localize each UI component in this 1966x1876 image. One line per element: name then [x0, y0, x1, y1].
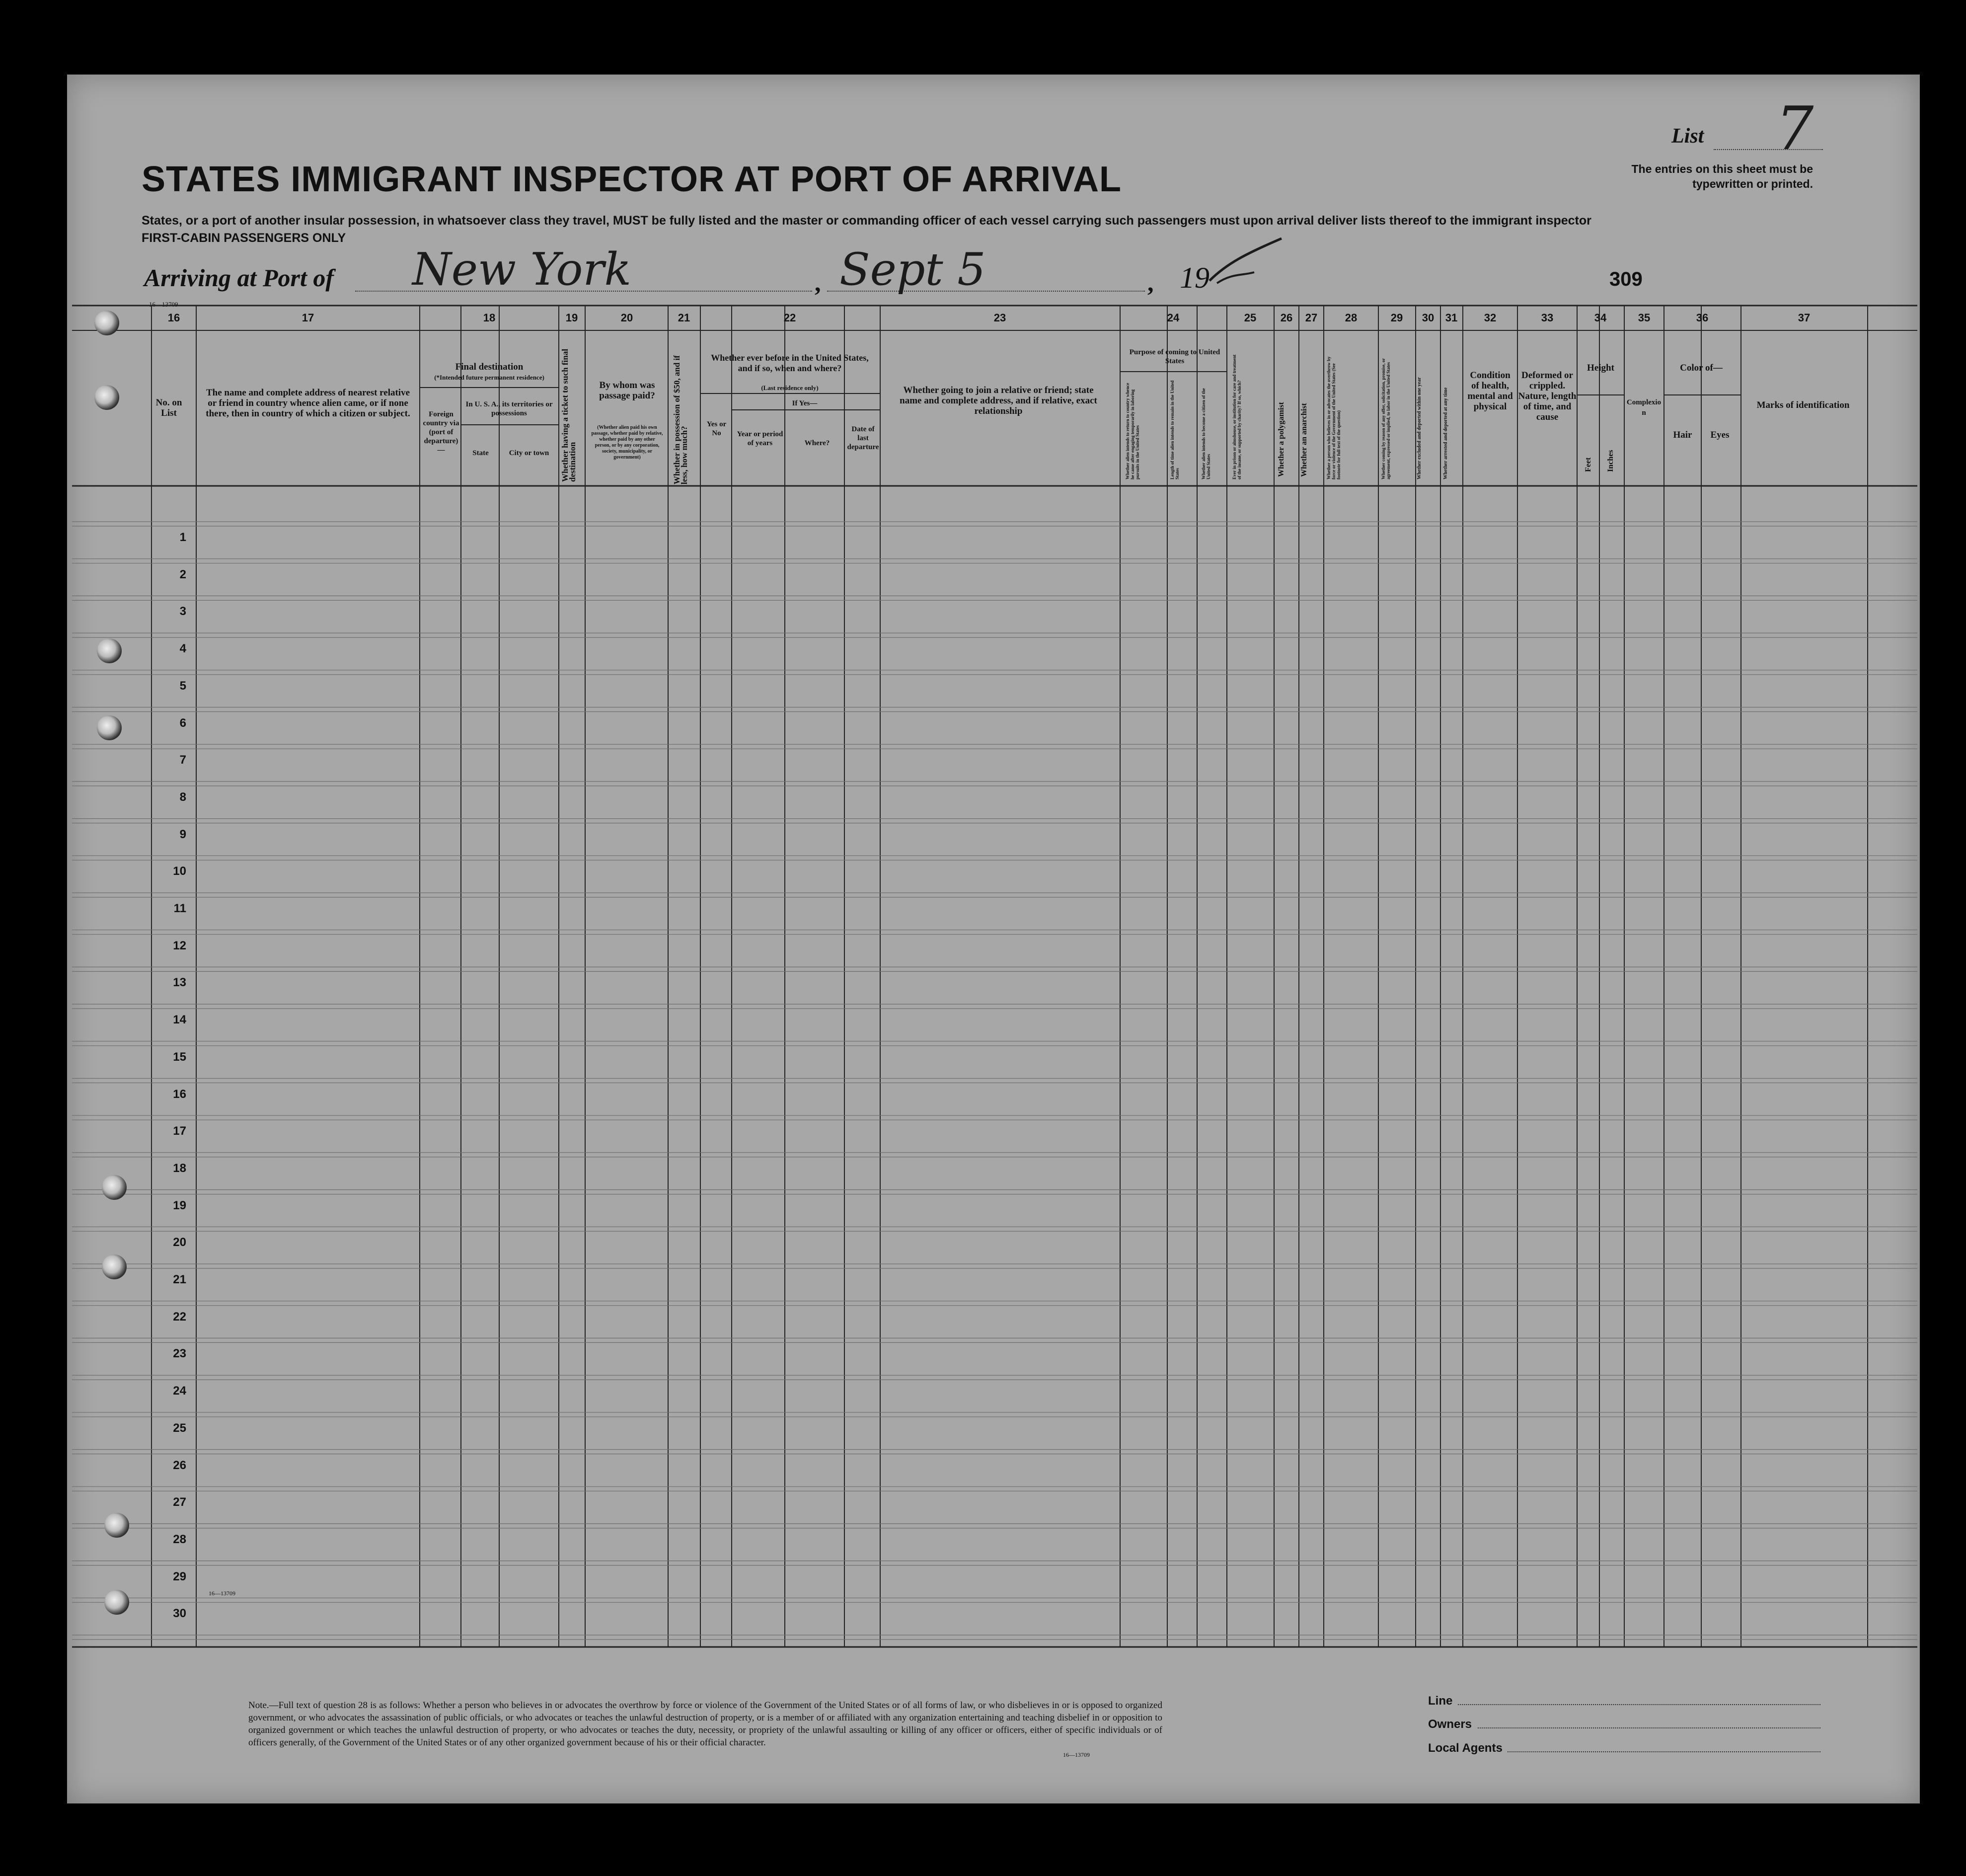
row-number: 22: [173, 1310, 186, 1324]
header-labor-offer: Whether coming by reason of any offer, solicitation, promise, or agreement, expressed or implied, to labor in the United States: [1381, 358, 1391, 479]
line-label: Line: [1428, 1694, 1453, 1708]
column-number: 26: [1280, 312, 1293, 324]
form-subtitle: States, or a port of another insular possession, in whatsoever class they travel, MUST be fully listed and the master or commanding officer of each vessel carrying such passengers must upon arrival deliver lists thereof to the immigrant inspector: [142, 214, 1591, 228]
row-number: 1: [179, 531, 186, 544]
row-number: 25: [173, 1421, 186, 1435]
header-height: Height: [1587, 363, 1614, 373]
row-number: 16: [173, 1087, 186, 1101]
column-number: 18: [483, 312, 496, 324]
row-number: 26: [173, 1458, 186, 1472]
row-number: 7: [179, 753, 186, 767]
header-complexion: Complexion: [1626, 398, 1662, 417]
header-join-relative: Whether going to join a relative or friend; state name and complete address, and if relative, exact relationship: [900, 385, 1097, 416]
row-number: 18: [173, 1161, 186, 1175]
header-purpose-c: Whether alien intends to become a citizen of the United States: [1201, 388, 1211, 479]
header-final-destination: Final destination: [455, 362, 524, 372]
first-cabin-note: FIRST-CABIN PASSENGERS ONLY: [142, 231, 346, 245]
row-number: 17: [173, 1124, 186, 1138]
column-number: 21: [678, 312, 690, 324]
row-number: 20: [173, 1236, 186, 1250]
column-number: 27: [1305, 312, 1318, 324]
row-number: 3: [179, 605, 186, 619]
owners-label: Owners: [1428, 1718, 1472, 1731]
binder-hole: [97, 638, 122, 663]
arriving-label: Arriving at Port of: [144, 264, 334, 292]
binder-hole: [104, 1513, 129, 1538]
column-number: 32: [1484, 312, 1497, 324]
header-arrested: Whether arrested and deported at any time: [1443, 387, 1448, 479]
header-in-usa: In U. S. A., its territories or possessions: [465, 400, 553, 417]
header-feet: Feet: [1584, 457, 1592, 472]
agents-label: Local Agents: [1428, 1741, 1503, 1755]
column-number: 36: [1696, 312, 1709, 324]
header-polygamist: Whether a polygamist: [1277, 402, 1285, 477]
column-number: 34: [1594, 312, 1607, 324]
column-number: 19: [565, 312, 578, 324]
header-overthrow: Whether a person who believes in or advocates the overthrow by force or violence of the Government of the United States (See footnote for full text of the question): [1326, 356, 1341, 479]
header-fifty-dollars: Whether in possession of $50, and if less, how much?: [672, 355, 689, 484]
header-last-residence: (Last residence only): [761, 384, 819, 391]
header-final-destination-note: (*Intended future permanent residence): [434, 374, 544, 381]
row-number: 8: [179, 790, 186, 804]
header-purpose-b: Length of time alien intends to remain in the United States: [1170, 380, 1180, 479]
row-number: 2: [179, 567, 186, 581]
row-number: 9: [179, 827, 186, 841]
comma-2: ,: [1147, 269, 1154, 297]
column-number: 23: [993, 312, 1006, 324]
date-value: Sept 5: [839, 243, 986, 296]
column-number: 31: [1445, 312, 1458, 324]
row-number: 23: [173, 1347, 186, 1361]
binder-hole: [104, 1590, 129, 1615]
header-if-yes: If Yes—: [792, 399, 818, 407]
header-hair: Hair: [1673, 430, 1692, 440]
line-blank: [1458, 1704, 1820, 1705]
row-number: 5: [179, 679, 186, 693]
column-number: 28: [1345, 312, 1358, 324]
row-number: 11: [173, 902, 186, 915]
year-prefix: 19: [1180, 261, 1210, 294]
row-number: 10: [173, 864, 186, 878]
column-number: 35: [1638, 312, 1651, 324]
binder-hole: [102, 1254, 127, 1279]
header-yes-no: Yes or No: [706, 420, 727, 437]
row-number: 27: [173, 1495, 186, 1509]
row-number: 6: [179, 716, 186, 730]
column-number: 25: [1244, 312, 1257, 324]
header-city: City or town: [509, 449, 549, 457]
column-number: 33: [1541, 312, 1554, 324]
header-state: State: [472, 449, 489, 457]
binder-hole: [94, 311, 119, 335]
binder-hole: [94, 385, 119, 410]
row-number: 21: [173, 1273, 186, 1286]
header-excluded: Whether excluded and deported within one year: [1417, 377, 1422, 479]
port-value: New York: [412, 243, 631, 296]
header-marks: Marks of identification: [1756, 400, 1850, 410]
header-nearest-relative: The name and complete address of nearest relative or friend in country whence alien came, or if none there, then in country of which a citizen or subject.: [206, 388, 410, 419]
row-number: 4: [179, 642, 186, 656]
header-eyes: Eyes: [1710, 430, 1730, 440]
row-number: 19: [173, 1198, 186, 1212]
header-date-departure: Date of last departure: [847, 425, 879, 451]
header-where: Where?: [804, 439, 830, 447]
owners-blank: [1478, 1727, 1820, 1728]
typewritten-instructions: The entries on this sheet must be typewritten or printed.: [1631, 162, 1813, 190]
header-inches: Inches: [1606, 450, 1615, 472]
row-number: 24: [173, 1384, 186, 1398]
header-purpose: Purpose of coming to United States: [1129, 348, 1220, 365]
list-number: 7: [1776, 94, 1814, 163]
column-number: 29: [1390, 312, 1403, 324]
header-color-of: Color of—: [1680, 363, 1723, 373]
question-28-note: Note.—Full text of question 28 is as follows: Whether a person who believes in or advocates the overthrow by force or violence of the Government of the United States or of all forms of law, or who disbelieves in or is opposed to organized government, or who advocates the assassination of public officials, or who advocates or teaches the unlawful destruction of property, or is a member of or affiliated with any organization entertaining and teaching disbelief in or opposition to organized government or which teaches the unlawful destruction of property, or who advocates or teaches the duty, necessity, or propriety of the unlawful assaulting or killing of any officer or officers, either of specific individuals or of officers generally, of the Government of the United States or of any other organized government because of his or their official character.: [248, 1700, 1162, 1748]
column-number: 37: [1798, 312, 1811, 324]
sheet-number: 309: [1609, 268, 1643, 290]
header-health: Condition of health, mental and physical: [1467, 370, 1513, 412]
form-code-top: 16—13709: [149, 301, 178, 308]
header-prison: Ever in prison or almshouse, or institution for care and treatment of the insane, or supported by charity? If so, which?: [1232, 354, 1242, 479]
row-number: 13: [173, 976, 186, 990]
header-passage-note: (Whether alien paid his own passage, whether paid by relative, whether paid by any other person, or by any corporation, society, municipality, or government): [591, 425, 663, 460]
column-number: 22: [783, 312, 796, 324]
column-number: 16: [167, 312, 180, 324]
header-purpose-a: Whether alien intends to return to country whence he came after engaging temporarily in laboring pursuits in the United States: [1125, 383, 1140, 479]
column-number: 24: [1167, 312, 1180, 324]
binder-hole: [97, 715, 122, 740]
column-number: 17: [302, 312, 314, 324]
column-number: 20: [620, 312, 633, 324]
row-number: 28: [173, 1532, 186, 1546]
row-number: 12: [173, 938, 186, 952]
column-number: 30: [1422, 312, 1435, 324]
row-number: 29: [173, 1569, 186, 1583]
header-no-on-list: No. on List: [155, 397, 182, 418]
row-number: 14: [173, 1013, 186, 1027]
header-passage-paid: By whom was passage paid?: [599, 380, 655, 401]
binder-hole: [102, 1175, 127, 1200]
header-years: Year or period of years: [737, 430, 783, 447]
row-number: 15: [173, 1050, 186, 1064]
form-code-bottom-left: 16—13709: [209, 1590, 235, 1597]
header-deformed: Deformed or crippled. Nature, length of time, and cause: [1518, 370, 1577, 422]
header-anarchist: Whether an anarchist: [1300, 403, 1308, 477]
header-ever-before: Whether ever before in the United States, and if so, when and where?: [711, 353, 869, 373]
form-code-bottom-right: 16—13709: [1063, 1751, 1090, 1758]
comma-1: ,: [815, 269, 821, 297]
header-ticket: Whether having a ticket to such final destination: [560, 349, 577, 482]
list-label: List: [1671, 125, 1704, 148]
header-foreign-country: Foreign country via (port of departure)—: [423, 410, 459, 454]
form-title: STATES IMMIGRANT INSPECTOR AT PORT OF ARRIVAL: [142, 159, 1122, 199]
agents-blank: [1508, 1751, 1820, 1752]
row-number: 30: [173, 1607, 186, 1621]
